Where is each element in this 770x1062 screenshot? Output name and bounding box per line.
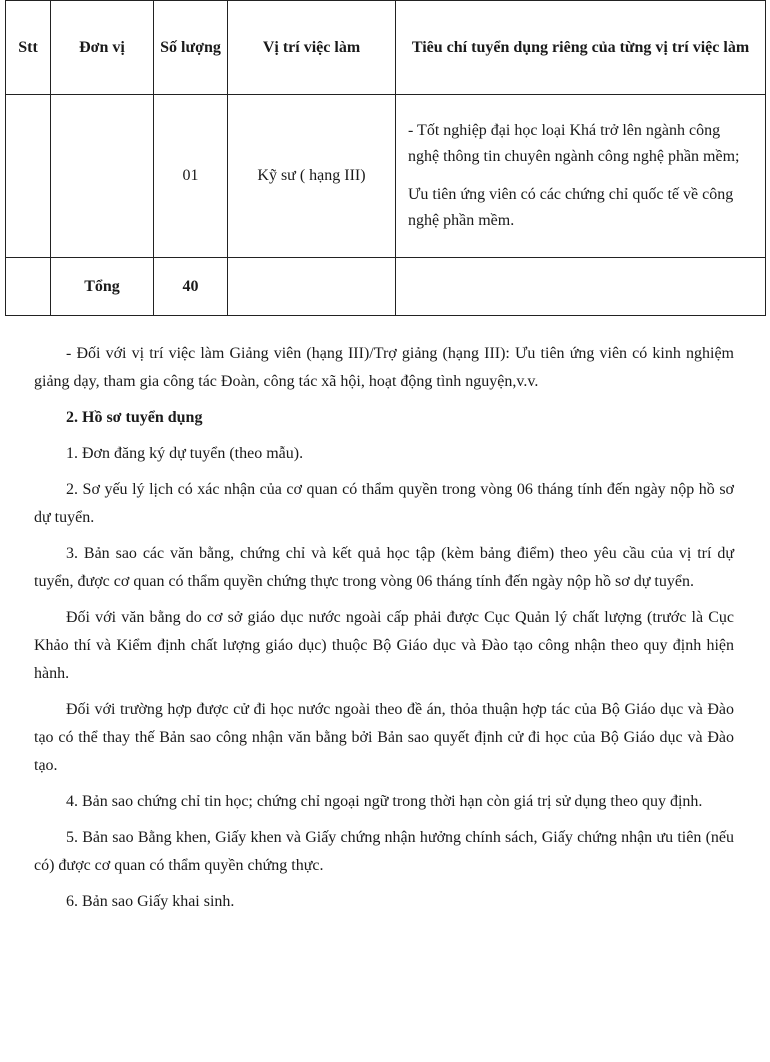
list-item: 1. Đơn đăng ký dự tuyển (theo mẫu). xyxy=(66,445,304,462)
total-empty-cell-3 xyxy=(396,258,766,316)
header-so-luong: Số lượng xyxy=(154,1,228,95)
list-item: 6. Bản sao Giấy khai sinh. xyxy=(66,893,235,910)
cell-vi-tri: Kỹ sư ( hạng III) xyxy=(228,95,396,258)
criteria-degree: - Tốt nghiệp đại học loại Khá trở lên ngành công nghệ thông tin chuyên ngành công nghệ phần mềm; xyxy=(408,122,740,165)
total-value: 40 xyxy=(154,258,228,316)
list-item: 5. Bản sao Bằng khen, Giấy khen và Giấy chứng nhận hưởng chính sách, Giấy chứng nhận ưu tiên (nếu có) được cơ quan có thẩm quyền chứng thực. xyxy=(34,829,734,874)
document-body xyxy=(34,340,734,924)
cell-so-luong: 01 xyxy=(154,95,228,258)
lecturer-note: - Đối với vị trí việc làm Giảng viên (hạng III)/Trợ giảng (hạng III): Ưu tiên ứng viên có kinh nghiệm giảng dạy, tham gia công tác Đoàn, công tác xã hội, hoạt động tình nguyện,v.v. xyxy=(34,345,734,390)
section-title: 2. Hồ sơ tuyển dụng xyxy=(66,409,203,426)
list-item: 4. Bản sao chứng chỉ tin học; chứng chỉ ngoại ngữ trong thời hạn còn giá trị sử dụng theo quy định. xyxy=(66,793,703,810)
cell-don-vi xyxy=(51,95,154,258)
total-empty-cell-2 xyxy=(228,258,396,316)
header-don-vi: Đơn vị xyxy=(51,1,154,95)
total-label: Tổng xyxy=(51,258,154,316)
list-item: Đối với văn bằng do cơ sở giáo dục nước ngoài cấp phải được Cục Quản lý chất lượng (trước là Cục Khảo thí và Kiểm định chất lượng giáo dục) thuộc Bộ Giáo dục và Đào tạo công nhận theo quy định hiện hành. xyxy=(34,609,734,682)
table-header-row xyxy=(6,1,766,95)
list-item: Đối với trường hợp được cử đi học nước ngoài theo đề án, thỏa thuận hợp tác của Bộ Giáo dục và Đào tạo có thể thay thế Bản sao công nhận văn bằng bởi Bản sao quyết định cử đi học của Bộ Giáo dục và Đào tạo. xyxy=(34,701,734,774)
header-vi-tri: Vị trí việc làm xyxy=(228,1,396,95)
total-empty-cell xyxy=(6,258,51,316)
header-tieu-chi: Tiêu chí tuyển dụng riêng của từng vị trí việc làm xyxy=(396,1,766,95)
list-item: 3. Bản sao các văn bằng, chứng chỉ và kết quả học tập (kèm bảng điểm) theo yêu cầu của vị trí dự tuyển, được cơ quan có thẩm quyền chứng thực trong vòng 06 tháng tính đến ngày nộp hồ sơ dự tuyển. xyxy=(34,545,734,590)
cell-tieu-chi xyxy=(396,95,766,258)
cell-stt xyxy=(6,95,51,258)
table-row xyxy=(6,95,766,258)
recruitment-table xyxy=(5,0,766,316)
total-row xyxy=(6,258,766,316)
header-stt: Stt xyxy=(6,1,51,95)
list-item: 2. Sơ yếu lý lịch có xác nhận của cơ quan có thẩm quyền trong vòng 06 tháng tính đến ngày nộp hồ sơ dự tuyển. xyxy=(34,481,734,526)
criteria-priority: Ưu tiên ứng viên có các chứng chỉ quốc tế về công nghệ phần mềm. xyxy=(408,186,734,229)
